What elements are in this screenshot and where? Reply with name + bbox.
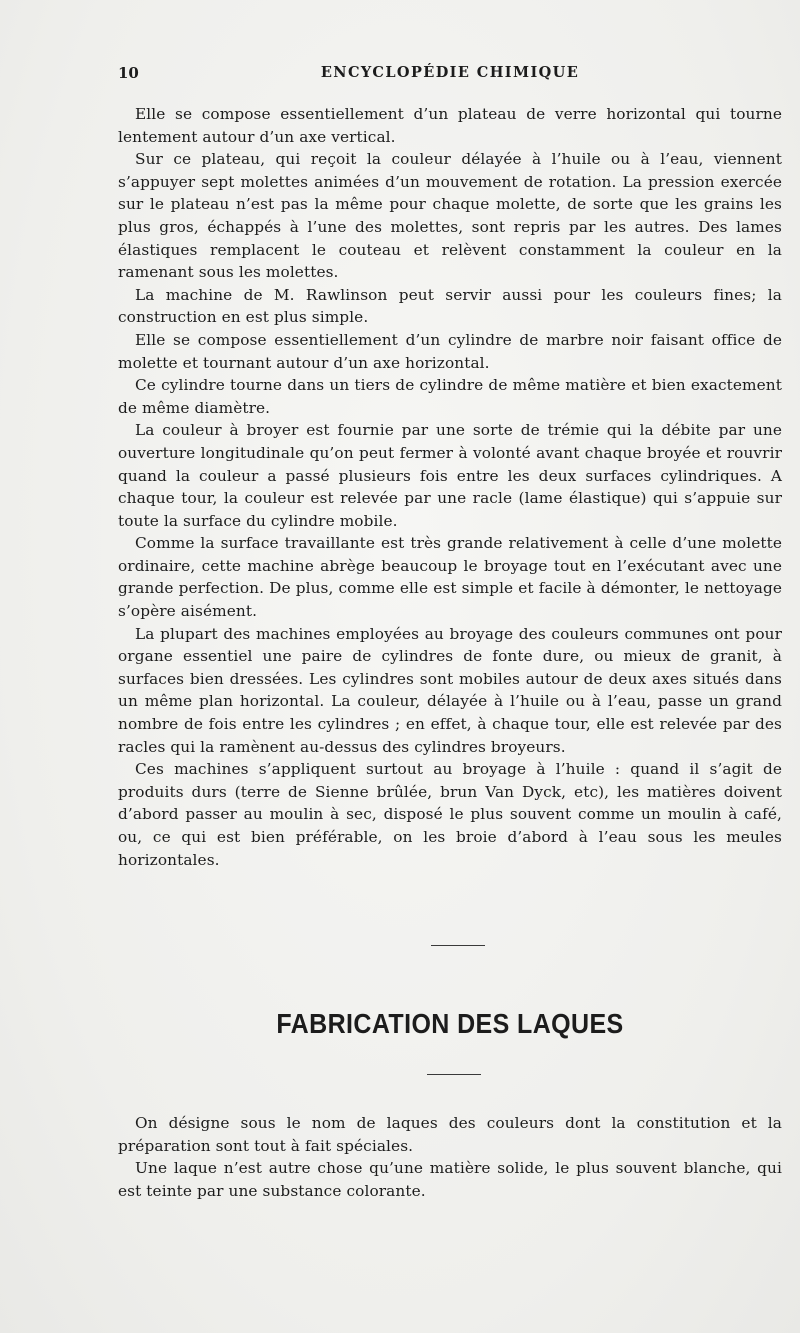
paragraph: On désigne sous le nom de laques des couleurs dont la constitution et la préparation sont tout à fait spéciales. (118, 1114, 782, 1155)
paragraph: La couleur à broyer est fournie par une sorte de trémie qui la débite par une ouverture longitudinale qu’on peut fermer à volonté avant chaque broyée et rouvrir quand la couleur a passé plusieurs fois entre les deux surfaces cylindriques. A chaque tour, la couleur est relevée par une racle (lame élastique) qui s’appuie sur toute la surface du cylindre mobile. (118, 421, 782, 530)
section-title: FABRICATION DES LAQUES (276, 1008, 624, 1040)
section-divider-top (431, 945, 485, 946)
page-number: 10 (118, 64, 139, 82)
paragraph: Comme la surface travaillante est très grande relativement à celle d’une molette ordinaire, cette machine abrège beaucoup le broyage tout en l’exécutant avec une grande perfection. De plus, comme elle est simple et facile à démonter, le nettoyage s’opère aisément. (118, 534, 782, 621)
paragraph: La machine de M. Rawlinson peut servir aussi pour les couleurs fines; la construction en est plus simple. (118, 285, 782, 327)
page-header (118, 64, 782, 88)
section-divider-bottom (427, 1074, 481, 1075)
paragraph: Elle se compose essentiellement d’un plateau de verre horizontal qui tourne lentement autour d’un axe vertical. (118, 105, 782, 146)
paragraph: Ces machines s’appliquent surtout au broyage à l’huile : quand il s’agit de produits durs (terre de Sienne brûlée, brun Van Dyck, etc), les matières doivent d’abord passer au moulin à sec, disposé le plus souvent comme un moulin à café, ou, ce qui est bien préférable, on les broie d’abord à l’eau sous les meules horizontales. (118, 760, 782, 869)
section-body-text (118, 1112, 782, 1202)
paragraph: Sur ce plateau, qui reçoit la couleur délayée à l’huile ou à l’eau, viennent s’appuyer sept molettes animées d’un mouvement de rotation. La pression exercée sur le plateau n’est pas la même pour chaque molette, de sorte que les grains les plus gros, échappés à l’une des molettes, sont repris par les autres. Des lames élastiques remplacent le couteau et relèvent constamment la couleur en la ramenant sous les molettes. (118, 150, 782, 282)
body-text (118, 103, 782, 871)
paragraph: Une laque n’est autre chose qu’une matière solide, le plus souvent blanche, qui est teinte par une substance colorante. (118, 1159, 782, 1200)
running-head: ENCYCLOPÉDIE CHIMIQUE (320, 64, 580, 81)
paragraph: Elle se compose essentiellement d’un cylindre de marbre noir faisant office de molette et tournant autour d’un axe horizontal. (118, 330, 782, 372)
paragraph: Ce cylindre tourne dans un tiers de cylindre de même matière et bien exactement de même diamètre. (118, 376, 782, 417)
paragraph: La plupart des machines employées au broyage des couleurs communes ont pour organe essentiel une paire de cylindres de fonte dure, ou mieux de granit, à surfaces bien dressées. Les cylindres sont mobiles autour de deux axes situés dans un même plan horizontal. La couleur, délayée à l’huile ou à l’eau, passe un grand nombre de fois entre les cylindres ; en effet, à chaque tour, elle est relevée par des racles qui la ramènent au-dessus des cylindres broyeurs. (118, 624, 782, 756)
